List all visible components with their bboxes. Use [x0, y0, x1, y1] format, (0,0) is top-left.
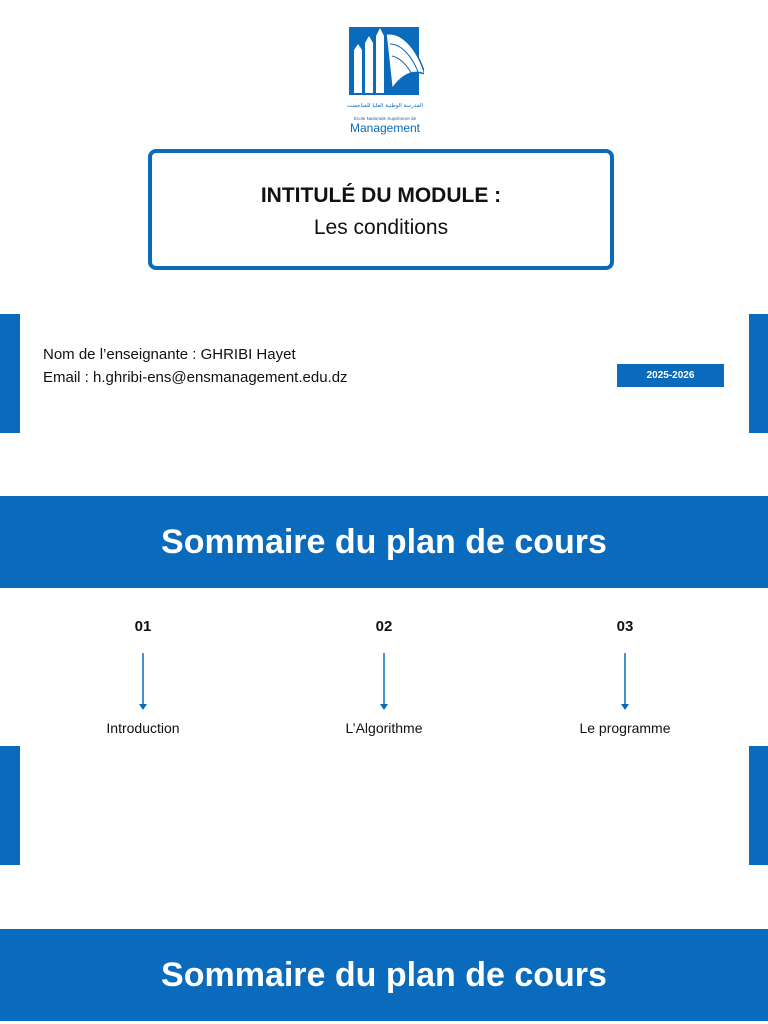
summary-banner: Sommaire du plan de cours	[0, 496, 768, 588]
module-heading: INTITULÉ DU MODULE :	[260, 184, 502, 207]
step-label: L’Algorithme	[345, 720, 423, 736]
step-number: 02	[375, 618, 393, 635]
arrow-down-icon	[618, 653, 632, 711]
step-label: Le programme	[579, 720, 671, 736]
step-number: 03	[616, 618, 634, 635]
teacher-name: Nom de l’enseignante : GHRIBI Hayet	[43, 346, 296, 363]
academic-year-badge: 2025-2026	[617, 364, 724, 387]
step-number: 01	[134, 618, 152, 635]
right-accent-bar	[749, 314, 768, 433]
logo-name: Management	[349, 121, 421, 135]
module-subtitle: Les conditions	[313, 216, 449, 239]
step-label: Introduction	[106, 720, 180, 736]
left-accent-bar	[0, 314, 20, 433]
school-logo	[346, 22, 424, 136]
arrow-down-icon	[136, 653, 150, 711]
left-accent-bar	[0, 746, 20, 865]
summary-banner-repeat: Sommaire du plan de cours	[0, 929, 768, 1021]
arrow-down-icon	[377, 653, 391, 711]
logo-school-line: Ecole Nationale Supérieure de	[353, 116, 417, 121]
logo-arabic-text: المدرسة الوطنية العليا للمناجمنت	[346, 103, 424, 109]
module-title-box	[148, 149, 614, 270]
teacher-email: Email : h.ghribi-ens@ensmanagement.edu.dz	[43, 369, 348, 386]
right-accent-bar	[749, 746, 768, 865]
